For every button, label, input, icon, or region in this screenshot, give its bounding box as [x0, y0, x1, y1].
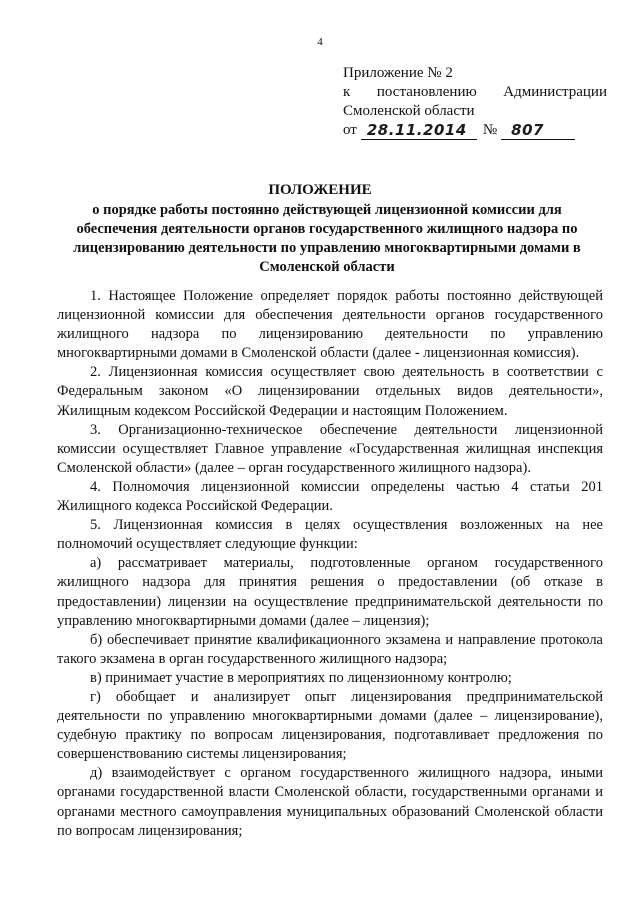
handwritten-number: 807 [511, 121, 544, 139]
handwritten-date: 28.11.2014 [366, 121, 467, 139]
page-number: 4 [317, 36, 323, 48]
document-subtitle: о порядке работы постоянно действующей лицензионной комиссии для обеспечения деятельности органов государственного жилищного надзора по лицензированию деятельности по управлению многоквартирными домами в Смоленской области [73, 202, 581, 275]
number-prefix: № [482, 122, 498, 138]
paragraph-5g: г) обобщает и анализирует опыт лицензирования предпринимательской деятельности по управлению многоквартирными домами (далее – лицензирование), судебную практику по вопросам лицензирования, подготавливает предложения по совершенствованию системы лицензирования; [57, 688, 603, 763]
paragraph-3: 3. Организационно-техническое обеспечение деятельности лицензионной комиссии осуществляет Главное управление «Государственная жилищная инспекция Смоленской области» (далее – орган государственного жилищного надзора). [57, 421, 603, 476]
appendix-date-number-line [343, 121, 607, 140]
paragraph-5: 5. Лицензионная комиссия в целях осуществления возложенных на нее полномочий осуществляет следующие функции: [57, 517, 603, 553]
appendix-word-administration: Администрации [503, 84, 607, 100]
document-title: ПОЛОЖЕНИЕ [268, 182, 372, 198]
date-prefix: от [343, 122, 357, 138]
appendix-word-resolution: постановлению [376, 84, 477, 100]
paragraph-5v: в) принимает участие в мероприятиях по лицензионному контролю; [90, 669, 512, 686]
number-field [501, 123, 575, 140]
paragraph-5b: б) обеспечивает принятие квалификационного экзамена и направление протокола такого экзамена в орган государственного жилищного надзора; [57, 631, 603, 667]
appendix-block [343, 64, 607, 140]
appendix-title: Приложение № 2 [343, 65, 453, 81]
paragraph-2: 2. Лицензионная комиссия осуществляет свою деятельность в соответствии с Федеральным законом «О лицензировании отдельных видов деятельности», Жилищным кодексом Российской Федерации и настоящим Положением. [57, 364, 603, 419]
appendix-region: Смоленской области [343, 103, 475, 119]
paragraph-1: 1. Настоящее Положение определяет порядок работы постоянно действующей лицензионной комиссии для обеспечения деятельности органов государственного жилищного надзора по лицензированию деятельности по управлению многоквартирными домами в Смоленской области (далее - лицензионная комиссия). [57, 288, 603, 362]
appendix-resolution-line [343, 83, 607, 102]
paragraph-4: 4. Полномочия лицензионной комиссии определены частью 4 статьи 201 Жилищного кодекса Российской Федерации. [57, 478, 603, 515]
date-field [361, 123, 477, 140]
paragraph-5a: а) рассматривает материалы, подготовленные органом государственного жилищного надзора для принятия решения о предоставлении (об отказе в предоставлении) лицензии на осуществление предпринимательской деятельности по управлению многоквартирными домами (далее – лицензия); [57, 555, 603, 629]
document-body [57, 287, 603, 841]
appendix-word-k: к [343, 84, 351, 100]
paragraph-5d: д) взаимодействует с органом государственного жилищного надзора, иными органами государственной власти Смоленской области, государственными органами и органами местного самоуправления муниципальных образований Смоленской области по вопросам лицензирования; [57, 765, 603, 839]
